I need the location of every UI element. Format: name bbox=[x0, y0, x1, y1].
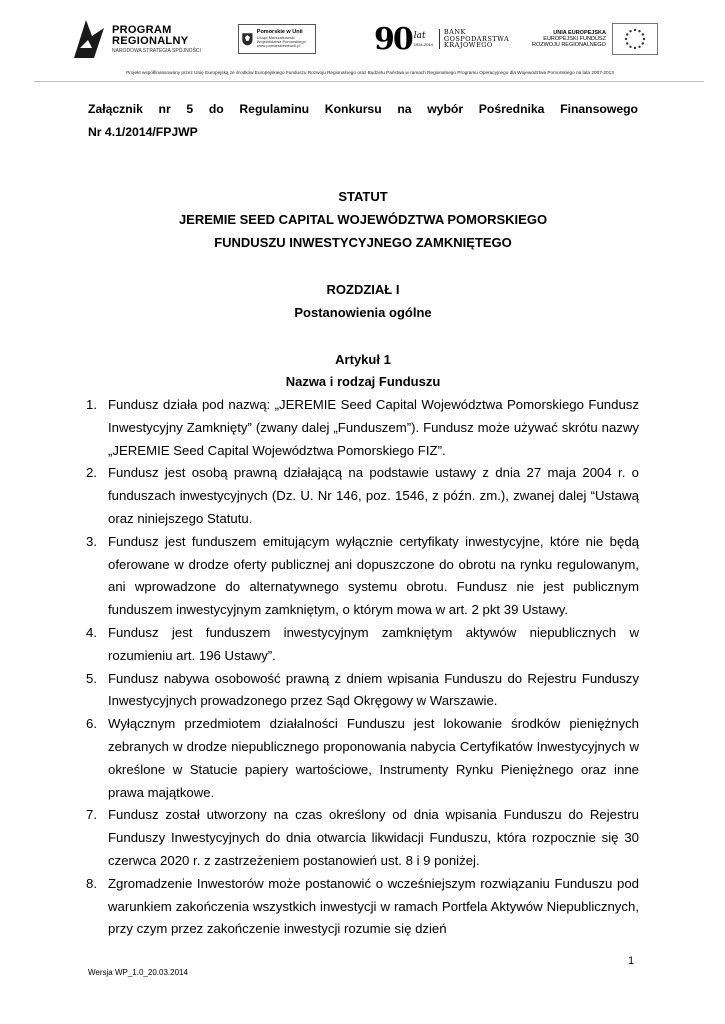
paragraph-text: Fundusz jest funduszem inwestycyjnym zamkniętym aktywów niepublicznych w rozumieniu art. 196 Ustawy”. bbox=[108, 624, 639, 663]
document-subtitle-1: JEREMIE SEED CAPITAL WOJEWÓDZTWA POMORSKIEGO bbox=[178, 212, 548, 227]
eu-line2: EUROPEJSKI FUNDUSZ bbox=[543, 35, 606, 42]
document-subtitle-2: FUNDUSZU INWESTYCYJNEGO ZAMKNIĘTEGO bbox=[214, 235, 512, 250]
paragraph-text: Wyłącznym przedmiotem działalności Funduszu jest lokowanie środków pieniężnych zebranych w drodze niepublicznego proponowania nabycia Certyfikatów Inwestycyjnych w określone w Statucie papiery wartościowe, Instrumenty Rynku Pieniężnego oraz inne prawa majątkowe. bbox=[108, 716, 639, 800]
pomorskie-line2: Urząd Marszałkowski Województwa Pomorskiego bbox=[256, 34, 306, 44]
paragraph-text: Fundusz jest funduszem emitującym wyłącznie certyfikaty inwestycyjne, które nie będą oferowane w drodze oferty publicznej ani dopuszczone do obrotu na rynku regulowanym, ani wprowadzone do alternatywnego systemu obrotu. Fundusz nie jest publicznym funduszem inwestycyjnym zamkniętym, o którym mowa w art. 2 pkt 39 Ustawy. bbox=[108, 533, 639, 618]
chapter-heading: ROZDZIAŁ I bbox=[326, 282, 400, 297]
program-regionalny-logo bbox=[72, 12, 201, 66]
paragraph-text: Fundusz jest osobą prawną działającą na podstawie ustawy z dnia 27 maja 2004 r. o funduszach inwestycyjnych (Dz. U. Nr 146, poz. 1546, z późn. zm.), zwanej dalej “Ustawą oraz niniejszego Statutu. bbox=[108, 465, 639, 526]
paragraph-item bbox=[86, 804, 639, 872]
document-title: STATUT bbox=[338, 189, 388, 204]
eu-line3: ROZWOJU REGIONALNEGO bbox=[532, 42, 606, 49]
eu-flag bbox=[612, 23, 658, 55]
eu-logo bbox=[532, 12, 658, 66]
paragraph-item bbox=[86, 462, 639, 530]
paragraph-number: 1. bbox=[86, 397, 97, 412]
bgk-lat: lat bbox=[413, 30, 426, 41]
pomorskie-line1: Pomorskie w Unii bbox=[256, 28, 303, 35]
paragraph-number: 5. bbox=[86, 670, 97, 686]
eu-stars-icon bbox=[613, 24, 657, 54]
paragraph-number: 3. bbox=[86, 533, 97, 549]
paragraph-number: 8. bbox=[86, 875, 97, 891]
header-divider bbox=[34, 81, 704, 82]
bgk-90: 90 bbox=[374, 21, 412, 57]
article-heading: Artykuł 1 bbox=[335, 352, 391, 367]
bgk-name-line1: BANK bbox=[443, 27, 466, 36]
article-paragraphs bbox=[86, 394, 639, 941]
paragraph-item bbox=[86, 713, 639, 804]
chapter-title: Postanowienia ogólne bbox=[294, 305, 432, 320]
paragraph-number: 2. bbox=[86, 465, 97, 481]
program-logo-line3: NARODOWA STRATEGIA SPÓJNOŚCI bbox=[112, 47, 201, 54]
pomorskie-crest-icon bbox=[241, 28, 254, 50]
eu-line1: UNIA EUROPEJSKA bbox=[553, 29, 606, 36]
program-regionalny-emblem-icon bbox=[72, 18, 106, 60]
article-title: Nazwa i rodzaj Funduszu bbox=[285, 374, 441, 389]
bgk-name-line3: KRAJOWEGO bbox=[443, 41, 493, 50]
pomorskie-logo bbox=[238, 12, 316, 66]
bgk-name-line2: GOSPODARSTWA bbox=[443, 34, 510, 43]
program-logo-line2: REGIONALNY bbox=[112, 34, 189, 47]
paragraph-text: Fundusz nabywa osobowość prawną z dniem wpisania Funduszu do Rejestru Funduszy Inwestycyjnych prowadzonego przez Sąd Okręgowy w Warszawie. bbox=[108, 670, 639, 709]
paragraph-text: Zgromadzenie Inwestorów może postanowić o wcześniejszym rozwiązaniu Funduszu pod warunkiem zakończenia wszystkich inwestycji w ramach Portfela Aktywów Niepublicznych, przy czym przez zakończenie inwestycji rozumie się dzień bbox=[108, 875, 639, 937]
paragraph-number: 6. bbox=[86, 716, 97, 732]
paragraph-text: Fundusz działa pod nazwą: „JEREMIE Seed Capital Województwa Pomorskiego Fundusz Inwestycyjny Zamknięty” (zwany dalej „Funduszem”). Fundusz może używać skrótu nazwy „JEREMIE Seed Capital Województwa Pomorskiego FIZ”. bbox=[108, 397, 639, 458]
paragraph-item bbox=[86, 873, 639, 941]
bgk-logo bbox=[374, 12, 509, 66]
paragraph-item bbox=[86, 668, 639, 714]
annex-heading: Załącznik nr 5 do Regulaminu Konkursu na wybór Pośrednika Finansowego bbox=[88, 102, 638, 116]
bgk-years: 1924-2014 bbox=[413, 41, 433, 47]
paragraph-item bbox=[86, 394, 639, 462]
document-version: Wersja WP_1.0_20.03.2014 bbox=[88, 968, 188, 977]
paragraph-item bbox=[86, 622, 639, 668]
paragraph-number: 4. bbox=[86, 624, 97, 640]
annex-number: Nr 4.1/2014/FPJWP bbox=[88, 125, 198, 139]
header-logos bbox=[68, 12, 668, 66]
paragraph-number: 7. bbox=[86, 807, 97, 823]
paragraph-item bbox=[86, 531, 639, 622]
paragraph-text: Fundusz został utworzony na czas określony od dnia wpisania Funduszu do Rejestru Funduszy Inwestycyjnych do dnia otwarcia likwidacji Funduszu, która rozpocznie się 30 czerwca 2020 r. z zastrzeżeniem postanowień ust. 8 i 9 poniżej. bbox=[108, 807, 639, 868]
pomorskie-line3: www.pomorskieweunii.pl bbox=[256, 42, 301, 48]
page-number: 1 bbox=[628, 955, 635, 967]
cofinancing-note: Projekt współfinansowany przez Unię Europejską ze środków Europejskiego Funduszu Rozwoju Regionalnego oraz Budżetu Państwa w ramach Regionalnego Programu Operacyjnego dla Województwa Pomorskiego na lata 2007-2013 bbox=[126, 70, 614, 75]
program-logo-line1: PROGRAM bbox=[112, 23, 172, 36]
